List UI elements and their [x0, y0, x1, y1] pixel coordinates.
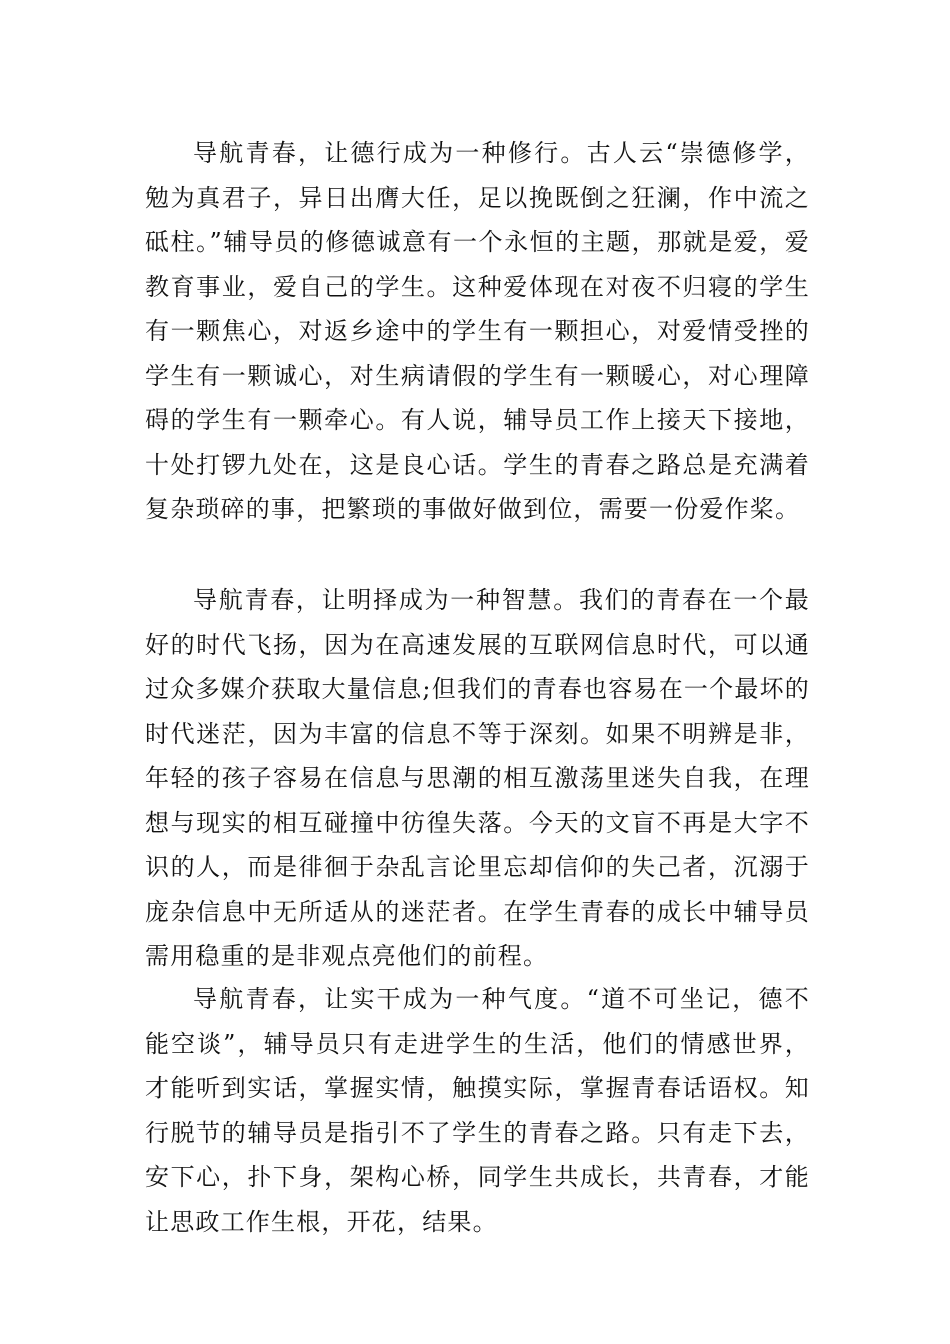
paragraph-virtue — [145, 131, 810, 532]
paragraph-text: 导航青春，让明择成为一种智慧。我们的青春在一个最好的时代飞扬，因为在高速发展的互联网信息时代，可以通过众多媒介获取大量信息;但我们的青春也容易在一个最坏的时代迷茫，因为丰富的信息不等于深刻。如果不明辨是非，年轻的孩子容易在信息与思潮的相互激荡里迷失自我，在理想与现实的相互碰撞中彷徨失落。今天的文盲不再是大字不识的人，而是徘徊于杂乱言论里忘却信仰的失己者，沉溺于庞杂信息中无所适从的迷茫者。在学生青春的成长中辅导员需用稳重的是非观点亮他们的前程。 — [145, 586, 810, 970]
paragraph-practice — [145, 977, 810, 1244]
paragraph-wisdom — [145, 578, 810, 979]
paragraph-text: 导航青春，让实干成为一种气度。“道不可坐记，德不能空谈”，辅导员只有走进学生的生活，他们的情感世界，才能听到实话，掌握实情，触摸实际，掌握青春话语权。知行脱节的辅导员是指引不了学生的青春之路。只有走下去，安下心，扑下身，架构心桥，同学生共成长，共青春，才能让思政工作生根，开花，结果。 — [145, 985, 810, 1236]
paragraph-text: 导航青春，让德行成为一种修行。古人云“崇德修学，勉为真君子，异日出膺大任，足以挽既倒之狂澜，作中流之砥柱。”辅导员的修德诚意有一个永恒的主题，那就是爱，爱教育事业，爱自己的学生。这种爱体现在对夜不归寝的学生有一颗焦心，对返乡途中的学生有一颗担心，对爱情受挫的学生有一颗诚心，对生病请假的学生有一颗暖心，对心理障碍的学生有一颗牵心。有人说，辅导员工作上接天下接地，十处打锣九处在，这是良心话。学生的青春之路总是充满着复杂琐碎的事，把繁琐的事做好做到位，需要一份爱作桨。 — [145, 139, 810, 523]
